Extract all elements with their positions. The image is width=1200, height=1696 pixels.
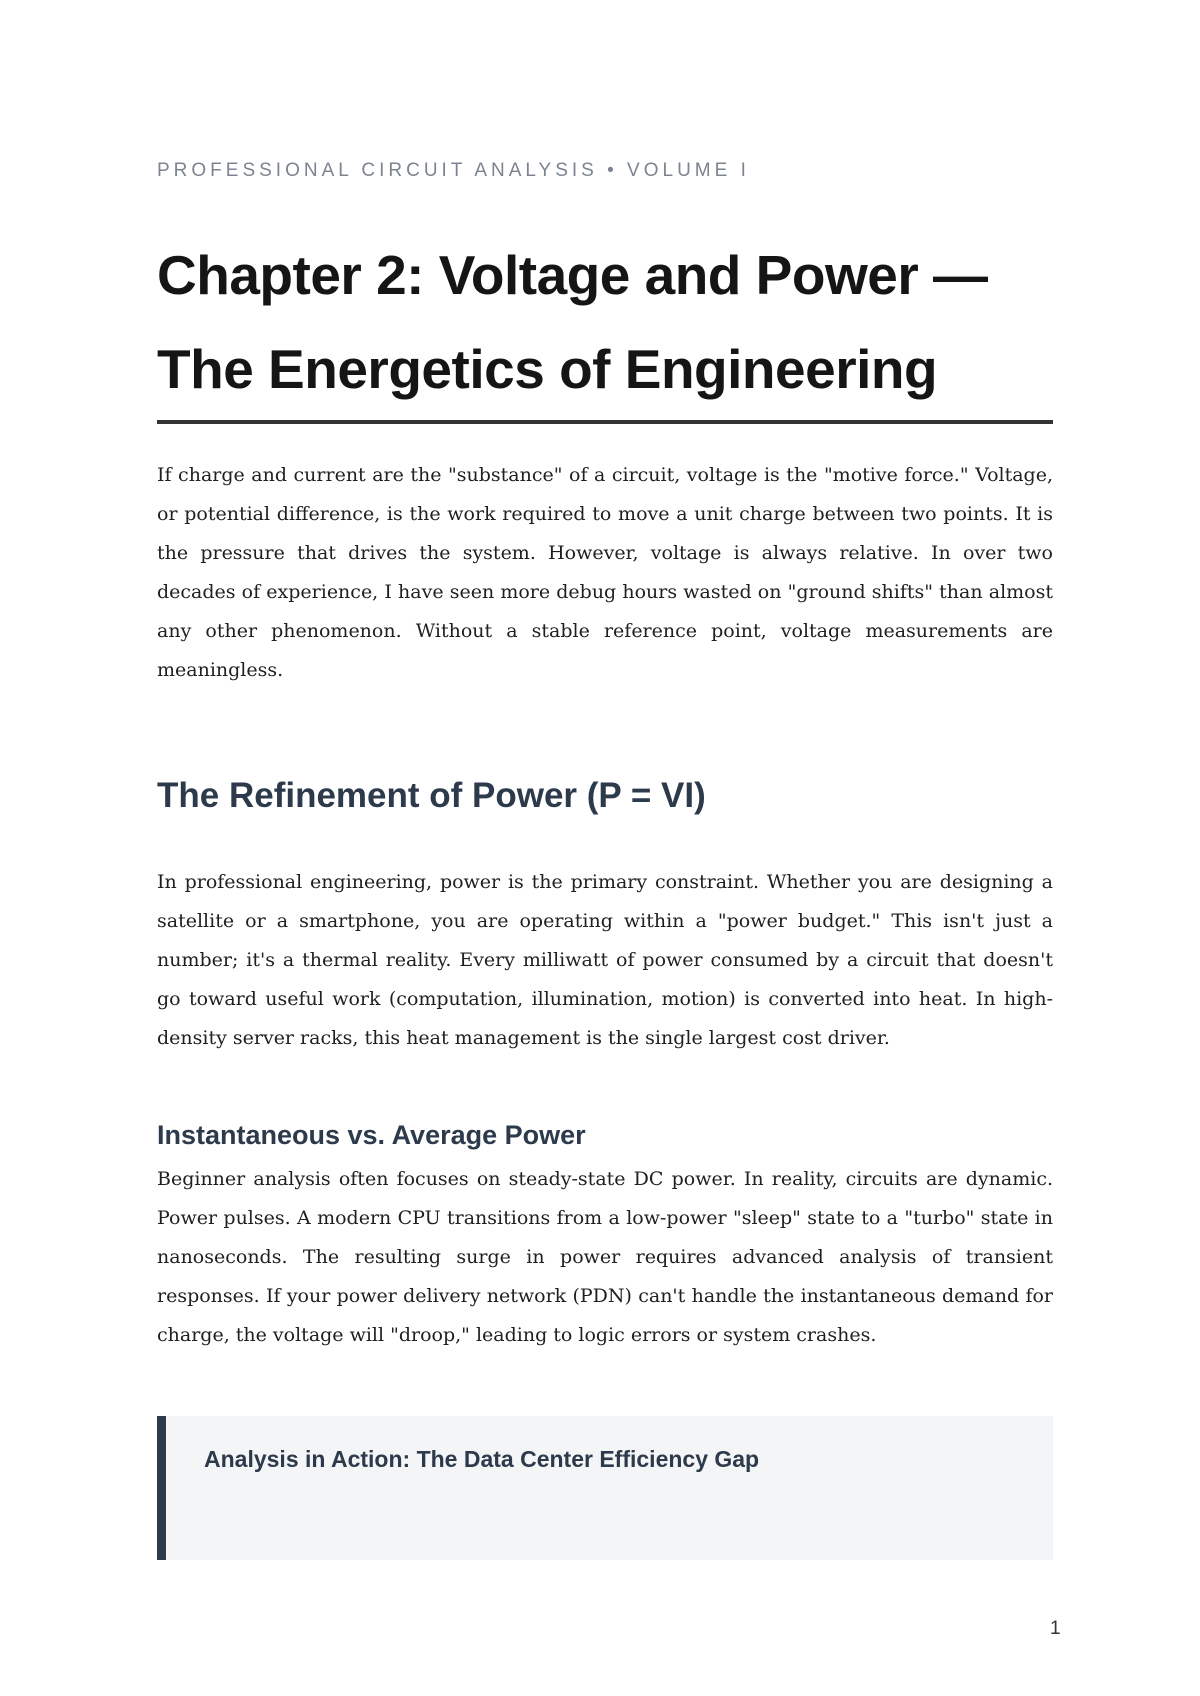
callout-box xyxy=(157,1416,1053,1560)
intro-paragraph: If charge and current are the "substance" of a circuit, voltage is the "motive force." Voltage, or potential difference, is the work required to move a unit charge between two points. It is the pressure that drives the system. However, voltage is always relative. In over two decades of experience, I have seen more debug hours wasted on "ground shifts" than almost any other phenomenon. Without a stable reference point, voltage measurements are meaningless. xyxy=(157,464,1053,681)
title-divider xyxy=(157,420,1053,424)
series-label: PROFESSIONAL CIRCUIT ANALYSIS • VOLUME I xyxy=(157,160,750,181)
instantaneous-paragraph: Beginner analysis often focuses on steady-state DC power. In reality, circuits are dynamic. Power pulses. A modern CPU transitions from a low-power "sleep" state to a "turbo" state in nanoseconds. The resulting surge in power requires advanced analysis of transient responses. If your power delivery network (PDN) can't handle the instantaneous demand for charge, the voltage will "droop," leading to logic errors or system crashes. xyxy=(157,1168,1053,1346)
callout-title: Analysis in Action: The Data Center Efficiency Gap xyxy=(204,1446,760,1472)
section-heading-power: The Refinement of Power (P = VI) xyxy=(157,776,706,815)
chapter-title: Chapter 2: Voltage and Power — The Energetics of Engineering xyxy=(157,244,988,400)
subsection-heading-instantaneous: Instantaneous vs. Average Power xyxy=(157,1120,586,1150)
power-paragraph: In professional engineering, power is the primary constraint. Whether you are designing a satellite or a smartphone, you are operating within a "power budget." This isn't just a number; it's a thermal reality. Every milliwatt of power consumed by a circuit that doesn't go toward useful work (computation, illumination, motion) is converted into heat. In high-density server racks, this heat management is the single largest cost driver. xyxy=(157,871,1053,1049)
page-number: 1 xyxy=(1050,1618,1061,1639)
